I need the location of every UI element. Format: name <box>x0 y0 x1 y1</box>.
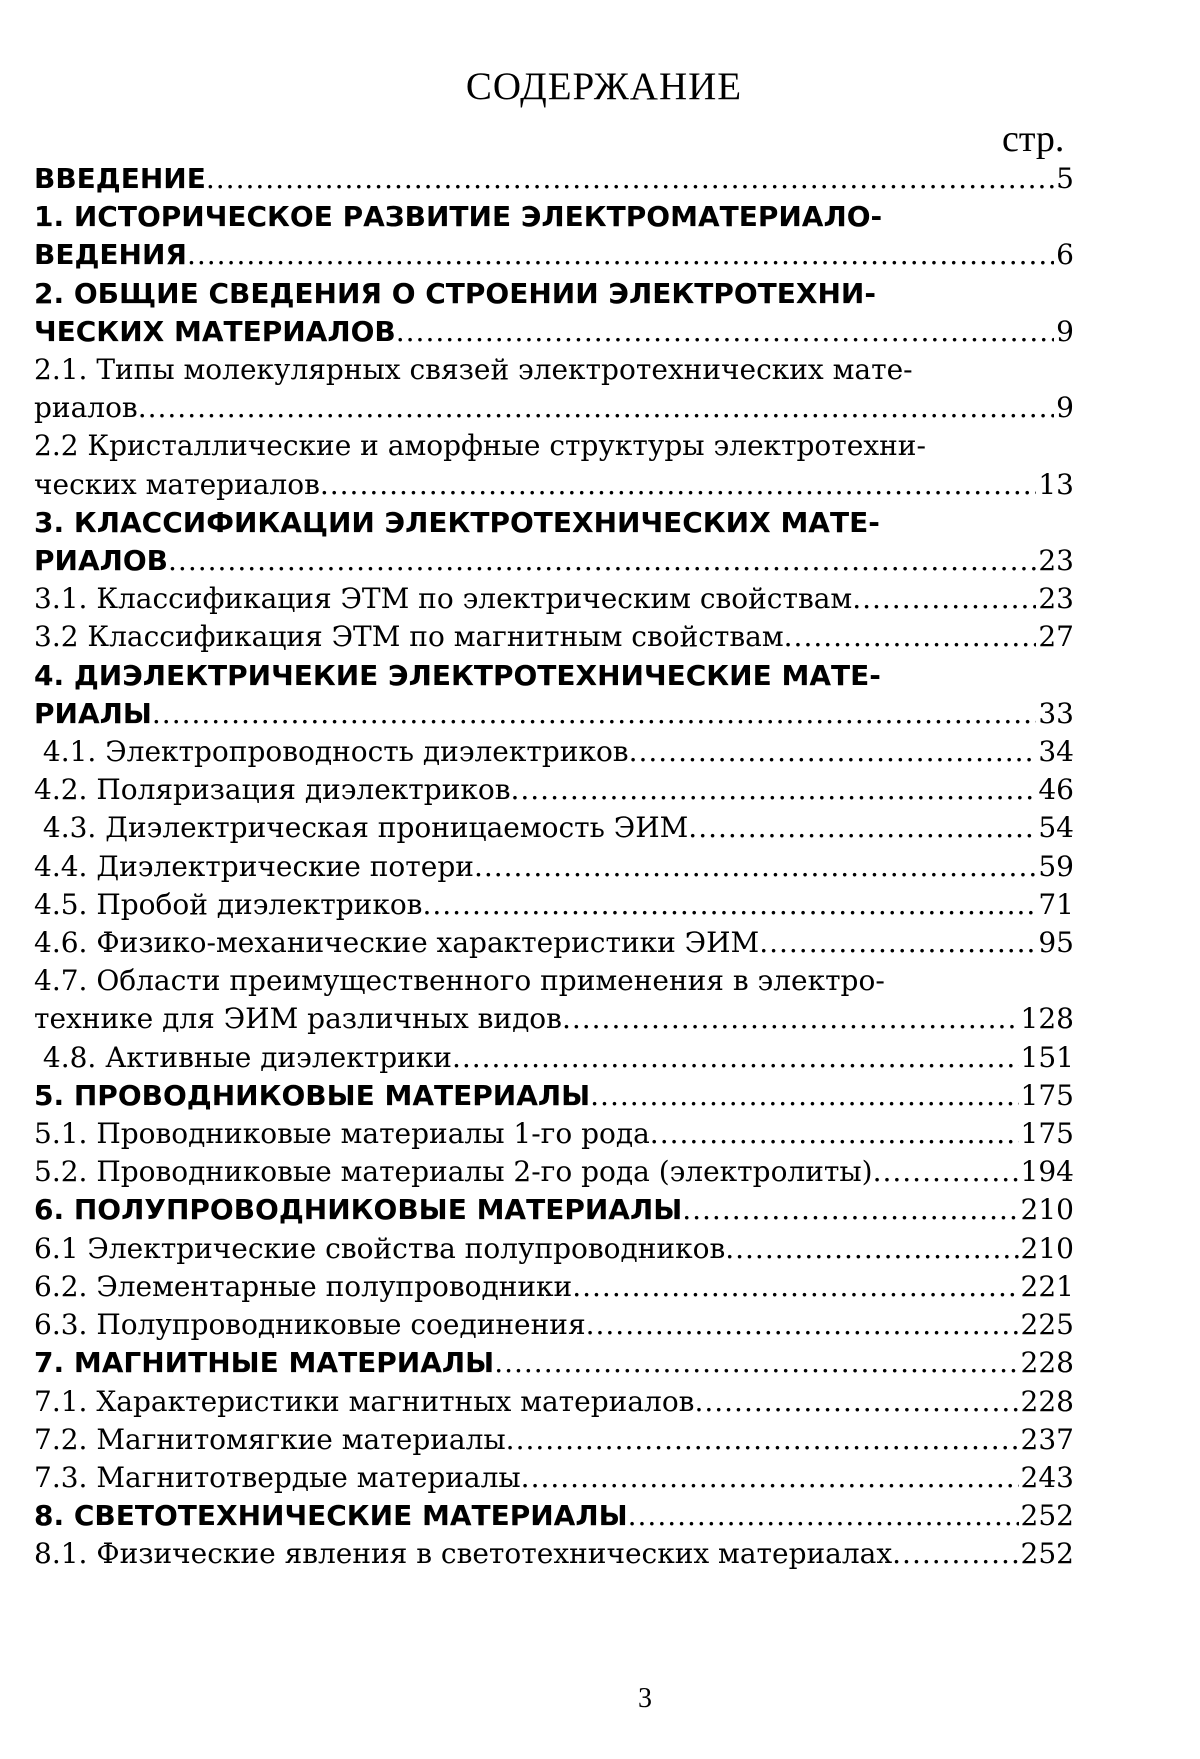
toc-entry-page: 13 <box>1038 467 1074 501</box>
toc-entry <box>34 657 1074 733</box>
toc-entry-title: 4.1. Электропроводность диэлектриков <box>34 735 629 769</box>
toc-entry <box>34 1115 1074 1153</box>
dot-leader <box>725 1230 1018 1268</box>
toc-entry-page: 9 <box>1056 314 1074 348</box>
dot-leader <box>521 1459 1019 1497</box>
toc-entry-line <box>34 1535 1074 1573</box>
toc-entry-title: 4.3. Диэлектрическая проницаемость ЭИМ <box>34 811 689 845</box>
toc-entry <box>34 962 1074 1038</box>
toc-entry <box>34 924 1074 962</box>
toc-entry <box>34 1039 1074 1077</box>
toc-entry-title-line: 1. ИСТОРИЧЕСКОЕ РАЗВИТИЕ ЭЛЕКТРОМАТЕРИАЛО- <box>34 200 883 234</box>
toc-title: СОДЕРЖАНИЕ <box>465 65 743 108</box>
toc-entry-title: риалов <box>34 391 138 425</box>
toc-entry <box>34 1497 1074 1535</box>
toc-entry <box>34 351 1074 427</box>
toc-entry-line <box>34 1459 1074 1497</box>
toc-entry-title: РИАЛОВ <box>34 544 169 578</box>
toc-entry-page: 27 <box>1038 620 1074 654</box>
dot-leader <box>168 542 1036 580</box>
toc-entry-line <box>34 1191 1074 1229</box>
toc-entry-title: 6. ПОЛУПРОВОДНИКОВЫЕ МАТЕРИАЛЫ <box>34 1193 683 1227</box>
dot-leader <box>510 771 1036 809</box>
toc-entry <box>34 1421 1074 1459</box>
toc-entry-page: 128 <box>1020 1002 1074 1036</box>
dot-leader <box>422 886 1036 924</box>
toc-entry <box>34 1077 1074 1115</box>
dot-leader <box>396 313 1054 351</box>
toc-entry-page: 252 <box>1020 1537 1074 1571</box>
toc-entry-title: 7.2. Магнитомягкие материалы <box>34 1422 506 1456</box>
toc-entry-page: 228 <box>1020 1384 1074 1418</box>
toc-entry-title: 6.3. Полупроводниковые соединения <box>34 1308 586 1342</box>
toc-entry-title: 6.2. Элементарные полупроводники <box>34 1269 573 1303</box>
dot-leader <box>784 618 1037 656</box>
toc-entry <box>34 1344 1074 1382</box>
toc-entry-title: 4.4. Диэлектрические потери <box>34 849 474 883</box>
dot-leader <box>590 1077 1018 1115</box>
dot-leader <box>694 1383 1018 1421</box>
toc-entry-line <box>34 160 1074 198</box>
toc-entry-line <box>34 1268 1074 1306</box>
toc-entry-title: 5.1. Проводниковые материалы 1-го рода <box>34 1117 650 1151</box>
toc-entry-title: ВЕДЕНИЯ <box>34 238 187 272</box>
toc-entry-line <box>34 1383 1074 1421</box>
toc-entry-title-line: 2. ОБЩИЕ СВЕДЕНИЯ О СТРОЕНИИ ЭЛЕКТРОТЕХНИ- <box>34 276 876 310</box>
toc-entry <box>34 733 1074 771</box>
toc-entry <box>34 1306 1074 1344</box>
toc-entry-page: 237 <box>1020 1422 1074 1456</box>
toc-entry <box>34 618 1074 656</box>
dot-leader <box>187 236 1054 274</box>
dot-leader <box>650 1115 1019 1153</box>
toc-entry-page: 151 <box>1020 1040 1074 1074</box>
toc-entry-title-line: 4.7. Области преимущественного применения в электро- <box>34 964 885 998</box>
dot-leader <box>759 924 1036 962</box>
toc-entry-title: 3.1. Классификация ЭТМ по электрическим свойствам <box>34 582 853 616</box>
toc-entry-title: ЧЕСКИХ МАТЕРИАЛОВ <box>34 314 396 348</box>
dot-leader <box>628 1497 1019 1535</box>
toc-entry-title: РИАЛЫ <box>34 696 152 730</box>
toc-entry-title: 7.1. Характеристики магнитных материалов <box>34 1384 695 1418</box>
dot-leader <box>873 1153 1019 1191</box>
toc-entry-line <box>34 1421 1074 1459</box>
dot-leader <box>452 1039 1019 1077</box>
toc-entry <box>34 275 1074 351</box>
toc-entry <box>34 1191 1074 1229</box>
toc-entry-page: 5 <box>1056 162 1074 195</box>
toc-entry-page: 71 <box>1038 887 1074 921</box>
page-number: 3 <box>638 1683 652 1714</box>
toc-entry <box>34 1153 1074 1191</box>
toc-entry <box>34 1459 1074 1497</box>
toc-entry-title: технике для ЭИМ различных видов <box>34 1002 562 1036</box>
toc-entry <box>34 198 1074 274</box>
toc-entry-line <box>34 1039 1074 1077</box>
dot-leader <box>892 1535 1018 1573</box>
dot-leader <box>586 1306 1019 1344</box>
toc-entry-title: 4.6. Физико-механические характеристики ЭИМ <box>34 926 760 960</box>
toc-entry-line <box>34 313 1074 351</box>
toc-entry-line <box>34 924 1074 962</box>
toc-entry-line <box>34 618 1074 656</box>
toc-entry-page: 34 <box>1038 735 1074 769</box>
toc-entry-line <box>34 886 1074 924</box>
toc-entry-page: 221 <box>1020 1269 1074 1303</box>
toc-entry-line <box>34 771 1074 809</box>
toc-entry-title: 7.3. Магнитотвердые материалы <box>34 1460 521 1494</box>
toc-entry-title: ческих материалов <box>34 467 320 501</box>
toc-entry-page: 9 <box>1056 391 1074 425</box>
toc-entry-page: 54 <box>1038 811 1074 845</box>
toc-entry-line <box>34 733 1074 771</box>
toc-entry-page: 210 <box>1020 1231 1074 1265</box>
toc-entry-page: 46 <box>1038 773 1074 807</box>
toc-entry-page: 95 <box>1038 926 1074 960</box>
toc-entry-page: 33 <box>1038 696 1074 730</box>
toc-entry-title: 4.8. Активные диэлектрики <box>34 1040 452 1074</box>
page-column-label: стр. <box>1002 118 1065 160</box>
toc-entry-line <box>34 236 1074 274</box>
dot-leader <box>494 1344 1018 1382</box>
toc-entry-line <box>34 1115 1074 1153</box>
toc-entry-line <box>34 1153 1074 1191</box>
toc-entry-title-line: 2.1. Типы молекулярных связей электротехнических мате- <box>34 353 913 387</box>
toc-entry-title-line: 2.2 Кристаллические и аморфные структуры электротехни- <box>34 429 926 463</box>
toc-entry-page: 194 <box>1020 1155 1074 1189</box>
dot-leader <box>138 389 1054 427</box>
toc-entry <box>34 1535 1074 1573</box>
toc-entry <box>34 504 1074 580</box>
toc-entry-line <box>34 580 1074 618</box>
dot-leader <box>852 580 1036 618</box>
toc-entry <box>34 771 1074 809</box>
dot-leader <box>572 1268 1018 1306</box>
toc-entry-line <box>34 695 1074 733</box>
toc-entry-title: ВВЕДЕНИЕ <box>34 162 206 195</box>
dot-leader <box>629 733 1037 771</box>
dot-leader <box>206 160 1054 198</box>
toc-entry-title: 4.2. Поляризация диэлектриков <box>34 773 511 807</box>
toc-entry-page: 175 <box>1020 1117 1074 1151</box>
toc-entry-line <box>34 389 1074 427</box>
toc-entry <box>34 809 1074 847</box>
dot-leader <box>562 1000 1019 1038</box>
toc-entry-title: 4.5. Пробой диэлектриков <box>34 887 423 921</box>
toc-entry-line <box>34 466 1074 504</box>
dot-leader <box>506 1421 1019 1459</box>
toc-entry-page: 228 <box>1020 1346 1074 1380</box>
toc-entry-page: 225 <box>1020 1308 1074 1342</box>
toc-entry-page: 243 <box>1020 1460 1074 1494</box>
toc-entry-title: 3.2 Классификация ЭТМ по магнитным свойствам <box>34 620 784 654</box>
toc-entry-title: 5.2. Проводниковые материалы 2-го рода (электролиты) <box>34 1155 873 1189</box>
toc-entry-line <box>34 848 1074 886</box>
toc-entry <box>34 886 1074 924</box>
dot-leader <box>474 848 1036 886</box>
dot-leader <box>688 809 1036 847</box>
toc-entry-title: 8. СВЕТОТЕХНИЧЕСКИЕ МАТЕРИАЛЫ <box>34 1499 628 1533</box>
toc-entry-line <box>34 1344 1074 1382</box>
toc-entry <box>34 1230 1074 1268</box>
toc-entry-line <box>34 1077 1074 1115</box>
toc-entry-page: 210 <box>1020 1193 1074 1227</box>
toc-entry <box>34 580 1074 618</box>
dot-leader <box>682 1191 1018 1229</box>
toc-entry-line <box>34 809 1074 847</box>
toc-entry-line <box>34 1306 1074 1344</box>
toc-entry-line <box>34 1230 1074 1268</box>
toc-entry-line <box>34 542 1074 580</box>
toc-entry-line <box>34 1497 1074 1535</box>
dot-leader <box>152 695 1036 733</box>
toc-entry-page: 175 <box>1020 1078 1074 1112</box>
table-of-contents <box>34 160 1074 1574</box>
toc-entry <box>34 1383 1074 1421</box>
toc-entry-title-line: 3. КЛАССИФИКАЦИИ ЭЛЕКТРОТЕХНИЧЕСКИХ МАТЕ- <box>34 505 880 539</box>
toc-entry <box>34 848 1074 886</box>
toc-entry-page: 59 <box>1038 849 1074 883</box>
toc-entry-page: 23 <box>1038 582 1074 616</box>
toc-entry-page: 23 <box>1038 544 1074 578</box>
toc-entry-page: 252 <box>1020 1499 1074 1533</box>
toc-entry-line <box>34 1000 1074 1038</box>
toc-entry <box>34 427 1074 503</box>
dot-leader <box>320 466 1037 504</box>
toc-entry-title: 6.1 Электрические свойства полупроводников <box>34 1231 726 1265</box>
toc-entry <box>34 1268 1074 1306</box>
toc-entry-title-line: 4. ДИЭЛЕКТРИЧЕКИЕ ЭЛЕКТРОТЕХНИЧЕСКИЕ МАТЕ- <box>34 658 881 692</box>
toc-entry-title: 8.1. Физические явления в светотехнических материалах <box>34 1537 893 1571</box>
toc-entry <box>34 160 1074 198</box>
toc-entry-page: 6 <box>1056 238 1074 272</box>
toc-entry-title: 5. ПРОВОДНИКОВЫЕ МАТЕРИАЛЫ <box>34 1078 591 1112</box>
toc-entry-title: 7. МАГНИТНЫЕ МАТЕРИАЛЫ <box>34 1346 495 1380</box>
